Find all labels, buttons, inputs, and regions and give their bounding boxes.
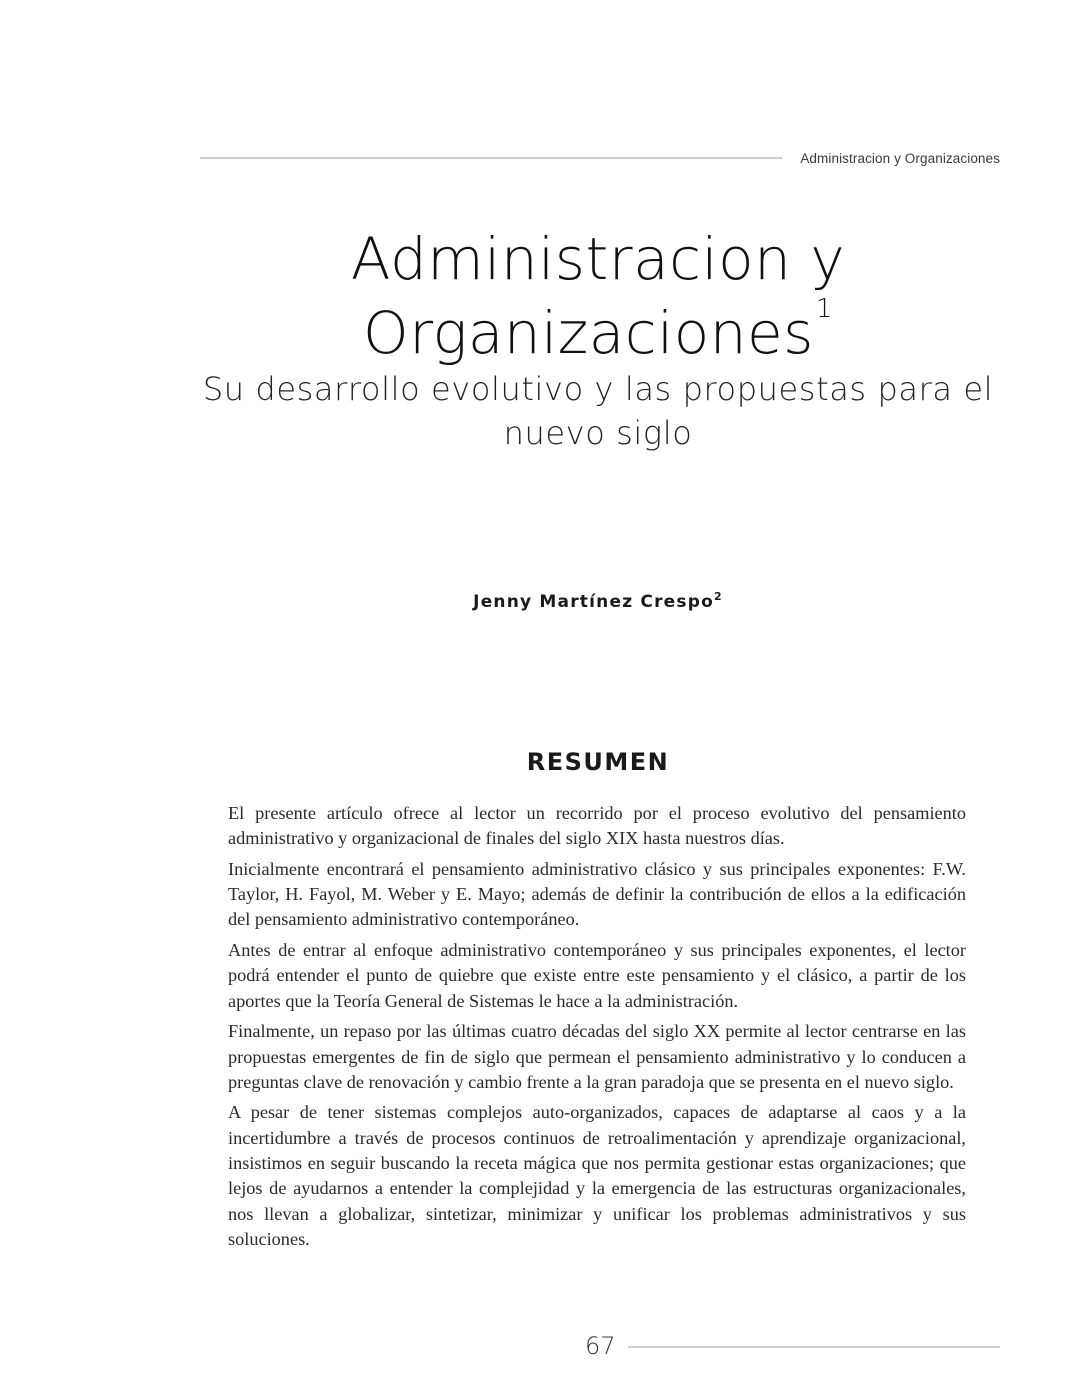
abstract-paragraph-1: El presente artículo ofrece al lector un recorrido por el proceso evolutivo del pensamiento administrativo y organizacional de finales del siglo XIX hasta nuestros días. — [228, 803, 966, 849]
author-byline — [200, 592, 996, 612]
author-name: Jenny Martínez Crespo — [473, 592, 714, 612]
header-rule — [200, 157, 782, 159]
article-title-line-1: Administracion y — [350, 225, 846, 293]
article-subtitle — [200, 367, 996, 455]
abstract-body — [228, 801, 966, 1258]
page-number: 67 — [585, 1332, 616, 1360]
running-head: Administracion y Organizaciones — [800, 151, 1000, 166]
abstract-heading: RESUMEN — [526, 748, 670, 776]
article-title — [200, 222, 996, 370]
article-title-line-2 — [200, 296, 996, 370]
title-footnote-mark[interactable]: 1 — [815, 294, 833, 324]
abstract-paragraph-4: Finalmente, un repaso por las últimas cuatro décadas del siglo XX permite al lector centrarse en las propuestas emergentes de fin de siglo que permean el pensamiento administrativo y lo conducen a preguntas clave de renovación y cambio frente a la gran paradoja que se presenta en el nuevo siglo. — [228, 1021, 966, 1092]
abstract-paragraph-3: Antes de entrar al enfoque administrativo contemporáneo y sus principales exponentes, el lector podrá entender el punto de quiebre que existe entre este pensamiento y el clásico, a partir de los aportes que la Teoría General de Sistemas le hace a la administración. — [228, 940, 966, 1011]
article-title-line-2-text: Organizaciones — [363, 299, 814, 367]
footer-rule — [628, 1346, 1000, 1348]
abstract-paragraph-5: A pesar de tener sistemas complejos auto-organizados, capaces de adaptarse al caos y a la incertidumbre a través de procesos continuos de retroalimentación y aprendizaje organizacional, insistimos en seguir buscando la receta mágica que nos permita gestionar estas organizaciones; que lejos de ayudarnos a entender la complejidad y la emergencia de las estructuras organizacionales, nos llevan a globalizar, sintetizar, minimizar y unificar los problemas administrativos y sus soluciones. — [228, 1102, 966, 1249]
abstract-paragraph-2: Inicialmente encontrará el pensamiento administrativo clásico y sus principales exponentes: F.W. Taylor, H. Fayol, M. Weber y E. Mayo; además de definir la contribución de ellos a la edificación del pensamiento administrativo contemporáneo. — [228, 858, 966, 930]
author-footnote-mark[interactable]: 2 — [713, 590, 723, 603]
article-subtitle-line-1: Su desarrollo evolutivo y las propuestas para el — [202, 370, 994, 408]
article-subtitle-line-2: nuevo siglo — [503, 414, 693, 452]
